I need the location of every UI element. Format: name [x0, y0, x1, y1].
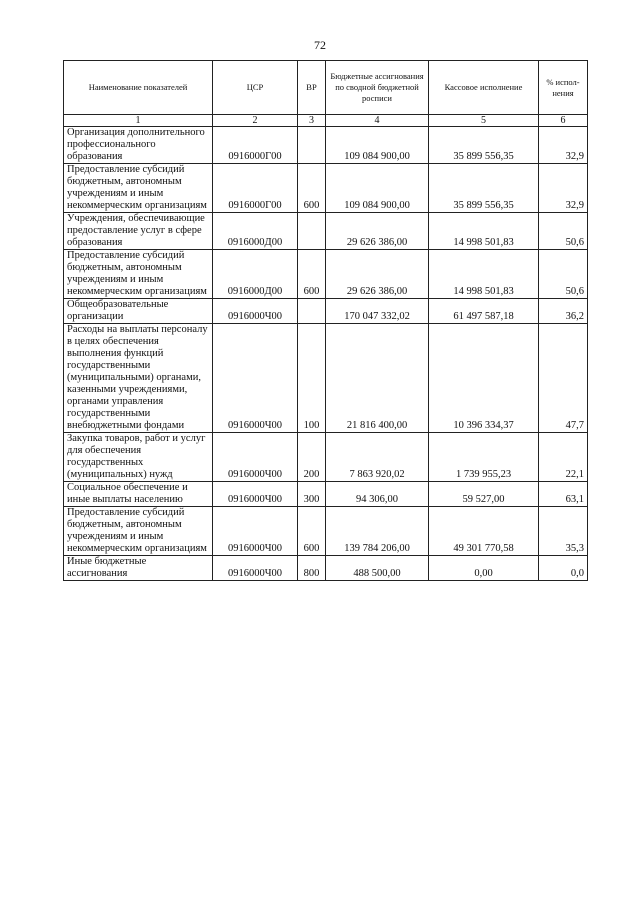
row-cash: 14 998 501,83 [429, 250, 539, 299]
row-percent: 32,9 [539, 127, 588, 164]
row-cash: 0,00 [429, 556, 539, 581]
row-cash: 35 899 556,35 [429, 127, 539, 164]
page-number: 72 [314, 38, 326, 52]
row-percent: 35,3 [539, 507, 588, 556]
row-vr: 300 [298, 482, 326, 507]
row-name: Предоставление субсидий бюджетным, автономным учреждениям и иным некоммерческим организациям [64, 250, 213, 299]
row-name: Социальное обеспечение и иные выплаты населению [64, 482, 213, 507]
row-budget: 94 306,00 [326, 482, 429, 507]
row-csr: 0916000Ч00 [213, 324, 298, 433]
row-vr [298, 299, 326, 324]
row-budget: 488 500,00 [326, 556, 429, 581]
row-name: Предоставление субсидий бюджетным, автономным учреждениям и иным некоммерческим организациям [64, 164, 213, 213]
header-cash: Кассовое исполнение [429, 61, 539, 115]
header-budget: Бюджетные ассигнования по сводной бюджетной росписи [326, 61, 429, 115]
budget-execution-table [63, 60, 588, 581]
header-name: Наименование показателей [64, 61, 213, 115]
table-row [64, 482, 588, 507]
row-csr: 0916000Ч00 [213, 433, 298, 482]
table-row [64, 324, 588, 433]
row-name: Предоставление субсидий бюджетным, автономным учреждениям и иным некоммерческим организациям [64, 507, 213, 556]
row-percent: 22,1 [539, 433, 588, 482]
row-cash: 35 899 556,35 [429, 164, 539, 213]
column-number: 1 [64, 115, 213, 127]
row-name: Расходы на выплаты персоналу в целях обеспечения выполнения функций государственными (муниципальными) органами, казенными учреждениями, органами управления государственными внебюджетными фондами [64, 324, 213, 433]
row-budget: 170 047 332,02 [326, 299, 429, 324]
row-percent: 50,6 [539, 213, 588, 250]
row-percent: 63,1 [539, 482, 588, 507]
row-percent: 47,7 [539, 324, 588, 433]
row-vr [298, 127, 326, 164]
row-csr: 0916000Д00 [213, 250, 298, 299]
row-vr: 100 [298, 324, 326, 433]
row-percent: 0,0 [539, 556, 588, 581]
row-csr: 0916000Д00 [213, 213, 298, 250]
row-budget: 29 626 386,00 [326, 213, 429, 250]
row-percent: 36,2 [539, 299, 588, 324]
row-budget: 139 784 206,00 [326, 507, 429, 556]
row-name: Иные бюджетные ассигнования [64, 556, 213, 581]
row-cash: 61 497 587,18 [429, 299, 539, 324]
column-number: 3 [298, 115, 326, 127]
row-vr [298, 213, 326, 250]
row-csr: 0916000Ч00 [213, 507, 298, 556]
row-vr: 600 [298, 507, 326, 556]
row-csr: 0916000Ч00 [213, 556, 298, 581]
column-number: 5 [429, 115, 539, 127]
row-budget: 109 084 900,00 [326, 164, 429, 213]
row-budget: 109 084 900,00 [326, 127, 429, 164]
row-csr: 0916000Ч00 [213, 482, 298, 507]
row-vr: 800 [298, 556, 326, 581]
table-row [64, 250, 588, 299]
row-name: Закупка товаров, работ и услуг для обеспечения государственных (муниципальных) нужд [64, 433, 213, 482]
table-header-row [64, 61, 588, 115]
row-budget: 29 626 386,00 [326, 250, 429, 299]
row-vr: 600 [298, 250, 326, 299]
table-row [64, 299, 588, 324]
row-cash: 14 998 501,83 [429, 213, 539, 250]
row-csr: 0916000Г00 [213, 127, 298, 164]
header-vr: ВР [298, 61, 326, 115]
table-row [64, 127, 588, 164]
row-csr: 0916000Г00 [213, 164, 298, 213]
row-cash: 49 301 770,58 [429, 507, 539, 556]
column-number: 2 [213, 115, 298, 127]
row-percent: 32,9 [539, 164, 588, 213]
row-vr: 600 [298, 164, 326, 213]
header-percent: % испол-нения [539, 61, 588, 115]
row-budget: 21 816 400,00 [326, 324, 429, 433]
table-row [64, 507, 588, 556]
table-row [64, 433, 588, 482]
column-number-row [64, 115, 588, 127]
row-cash: 10 396 334,37 [429, 324, 539, 433]
column-number: 6 [539, 115, 588, 127]
row-csr: 0916000Ч00 [213, 299, 298, 324]
row-percent: 50,6 [539, 250, 588, 299]
row-name: Общеобразовательные организации [64, 299, 213, 324]
table-row [64, 164, 588, 213]
column-number: 4 [326, 115, 429, 127]
row-cash: 59 527,00 [429, 482, 539, 507]
row-cash: 1 739 955,23 [429, 433, 539, 482]
header-csr: ЦСР [213, 61, 298, 115]
table-row [64, 556, 588, 581]
row-budget: 7 863 920,02 [326, 433, 429, 482]
row-name: Организация дополнительного профессионального образования [64, 127, 213, 164]
row-vr: 200 [298, 433, 326, 482]
row-name: Учреждения, обеспечивающие предоставление услуг в сфере образования [64, 213, 213, 250]
table-row [64, 213, 588, 250]
